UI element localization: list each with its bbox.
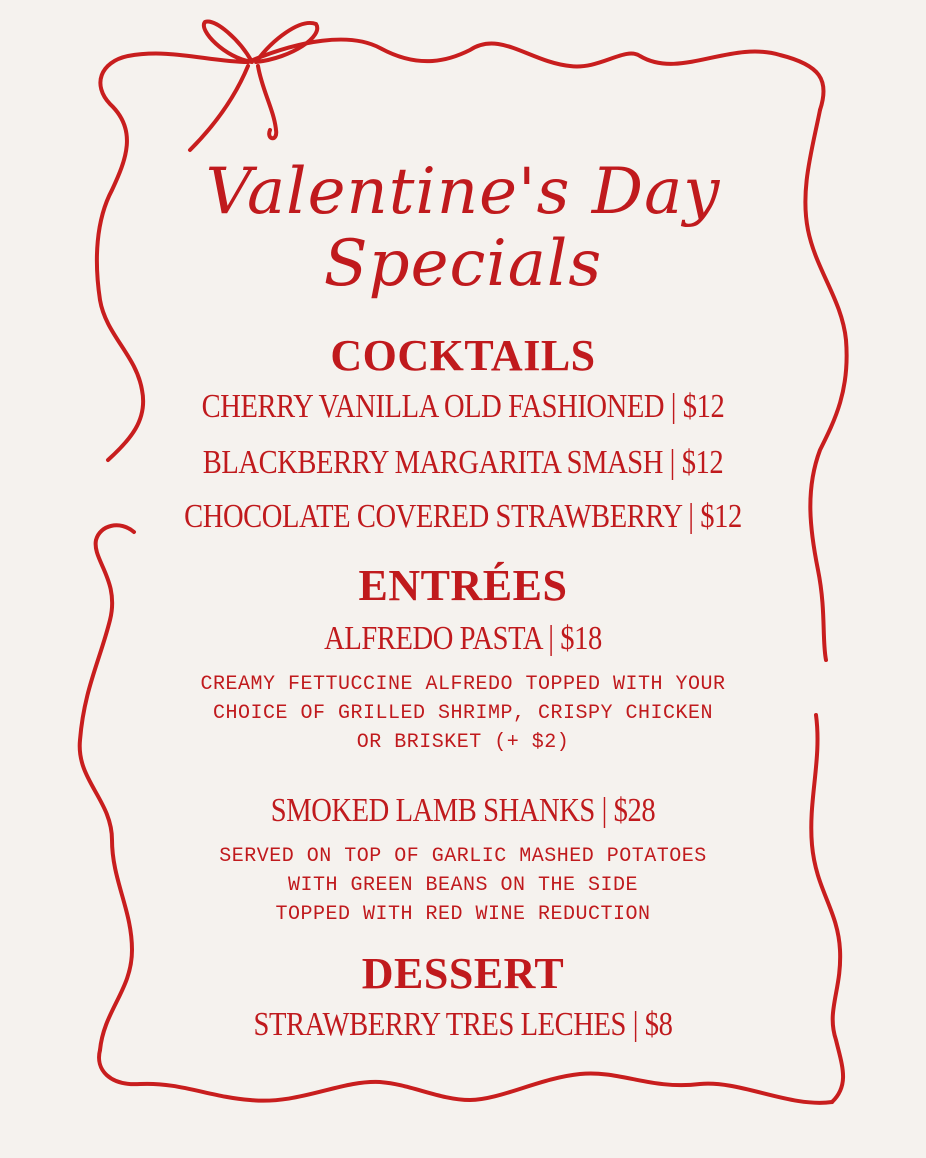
- page-title-line1: Valentine's Day: [205, 155, 721, 229]
- description-line: WITH GREEN BEANS ON THE SIDE: [287, 874, 639, 897]
- description-line: OR BRISKET (+ $2): [356, 731, 570, 754]
- entree-item-description: [0, 670, 926, 757]
- ribbon-bow-icon: [190, 22, 317, 150]
- cocktail-item: CHOCOLATE COVERED STRAWBERRY | $12: [184, 498, 742, 535]
- description-line: CREAMY FETTUCCINE ALFREDO TOPPED WITH YOUR: [200, 673, 726, 696]
- entree-item-name: ALFREDO PASTA | $18: [324, 620, 602, 657]
- entree-item-name: SMOKED LAMB SHANKS | $28: [270, 792, 656, 829]
- description-line: SERVED ON TOP OF GARLIC MASHED POTATOES: [219, 845, 707, 868]
- cocktails-heading: COCKTAILS: [330, 331, 596, 380]
- entree-item-description: [0, 842, 926, 929]
- cocktail-item: CHERRY VANILLA OLD FASHIONED | $12: [201, 388, 725, 425]
- description-line: CHOICE OF GRILLED SHRIMP, CRISPY CHICKEN: [212, 702, 714, 725]
- cocktail-item: BLACKBERRY MARGARITA SMASH | $12: [202, 444, 724, 481]
- entrees-heading: ENTRÉES: [358, 561, 568, 610]
- description-line: TOPPED WITH RED WINE REDUCTION: [275, 903, 651, 926]
- page-title-line2: Specials: [323, 227, 603, 301]
- dessert-item: STRAWBERRY TRES LECHES | $8: [253, 1006, 673, 1043]
- dessert-heading: DESSERT: [361, 949, 565, 998]
